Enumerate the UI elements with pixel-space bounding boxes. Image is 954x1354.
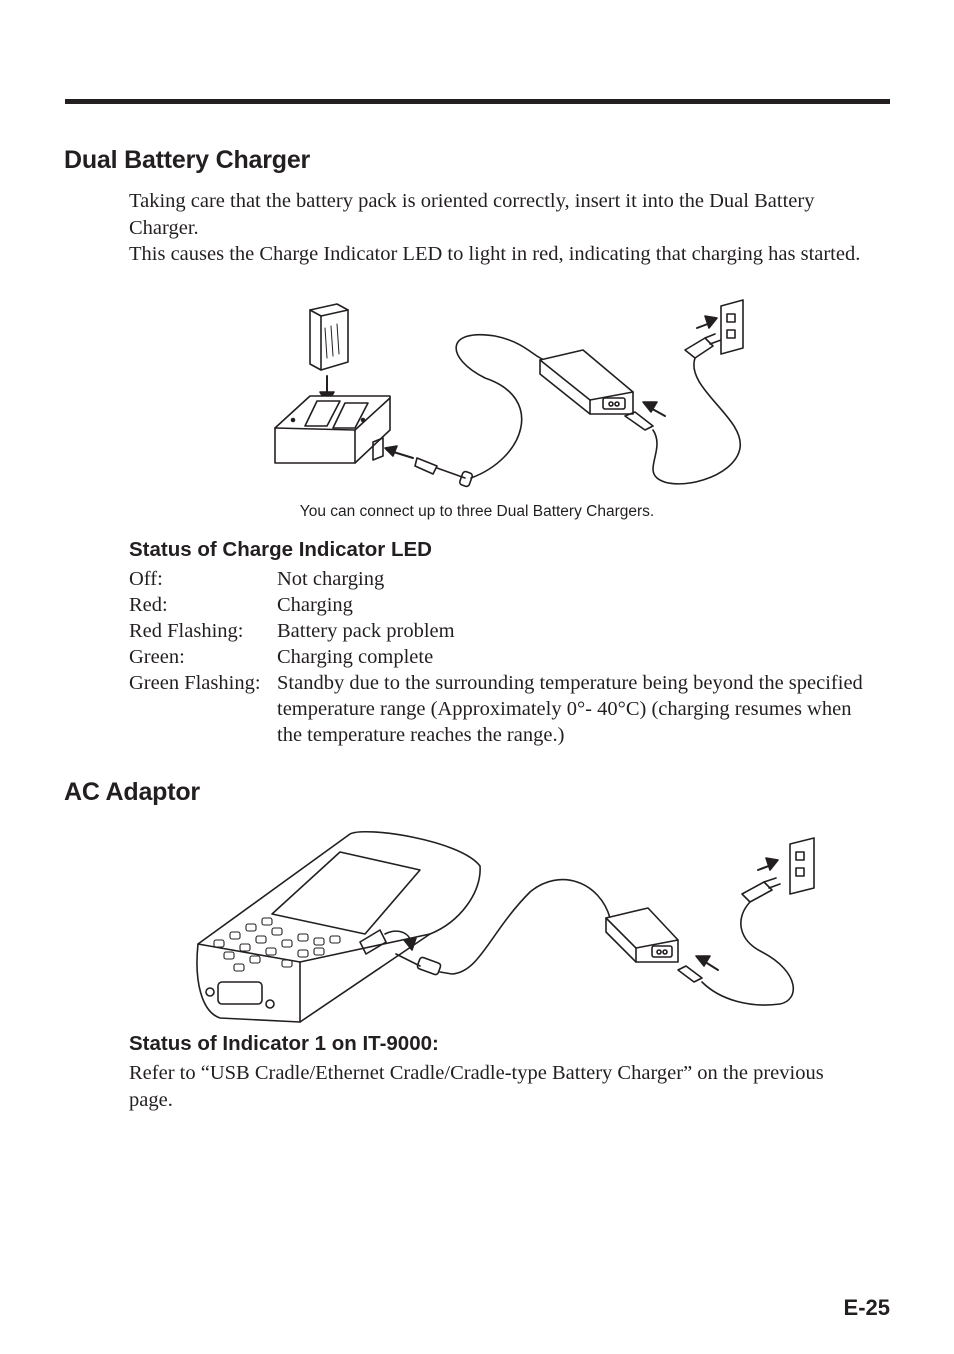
table-row (129, 592, 869, 618)
dual-charger-illustration (265, 298, 755, 498)
paragraph: Taking care that the battery pack is oriented correctly, insert it into the Dual Battery Charger. (129, 190, 815, 239)
paragraph: This causes the Charge Indicator LED to light in red, indicating that charging has started. (129, 243, 861, 265)
status-key: Green Flashing: (129, 672, 261, 694)
top-rule (65, 99, 890, 104)
status-key: Red Flashing: (129, 620, 244, 642)
table-row (129, 670, 869, 748)
table-row (129, 644, 869, 670)
table-row (129, 566, 869, 592)
status-key: Off: (129, 568, 163, 590)
status-value: Charging (277, 594, 353, 616)
ac-adaptor-illustration (190, 822, 830, 1032)
indicator-status-text: Refer to “USB Cradle/Ethernet Cradle/Cradle-type Battery Charger” on the previous page. (129, 1062, 824, 1111)
figure-caption: You can connect up to three Dual Battery Chargers. (299, 503, 655, 520)
intro-text (129, 188, 869, 268)
status-value: Not charging (277, 568, 385, 590)
led-status-title: Status of Charge Indicator LED (129, 538, 432, 561)
status-key: Green: (129, 646, 185, 668)
status-value: Standby due to the surrounding temperature being beyond the specified temperature range (Approximately 0°- 40°C) (charging resumes when the temperature reaches the range.) (277, 672, 863, 746)
status-value: Battery pack problem (277, 620, 455, 642)
status-value: Charging complete (277, 646, 434, 668)
section-title-dual-battery-charger: Dual Battery Charger (64, 146, 311, 174)
indicator-status-title: Status of Indicator 1 on IT-9000: (129, 1032, 439, 1055)
table-row (129, 618, 869, 644)
section-title-ac-adaptor: AC Adaptor (64, 778, 200, 806)
status-key: Red: (129, 594, 168, 616)
page-number: E-25 (843, 1295, 890, 1320)
led-status-table (129, 566, 869, 748)
